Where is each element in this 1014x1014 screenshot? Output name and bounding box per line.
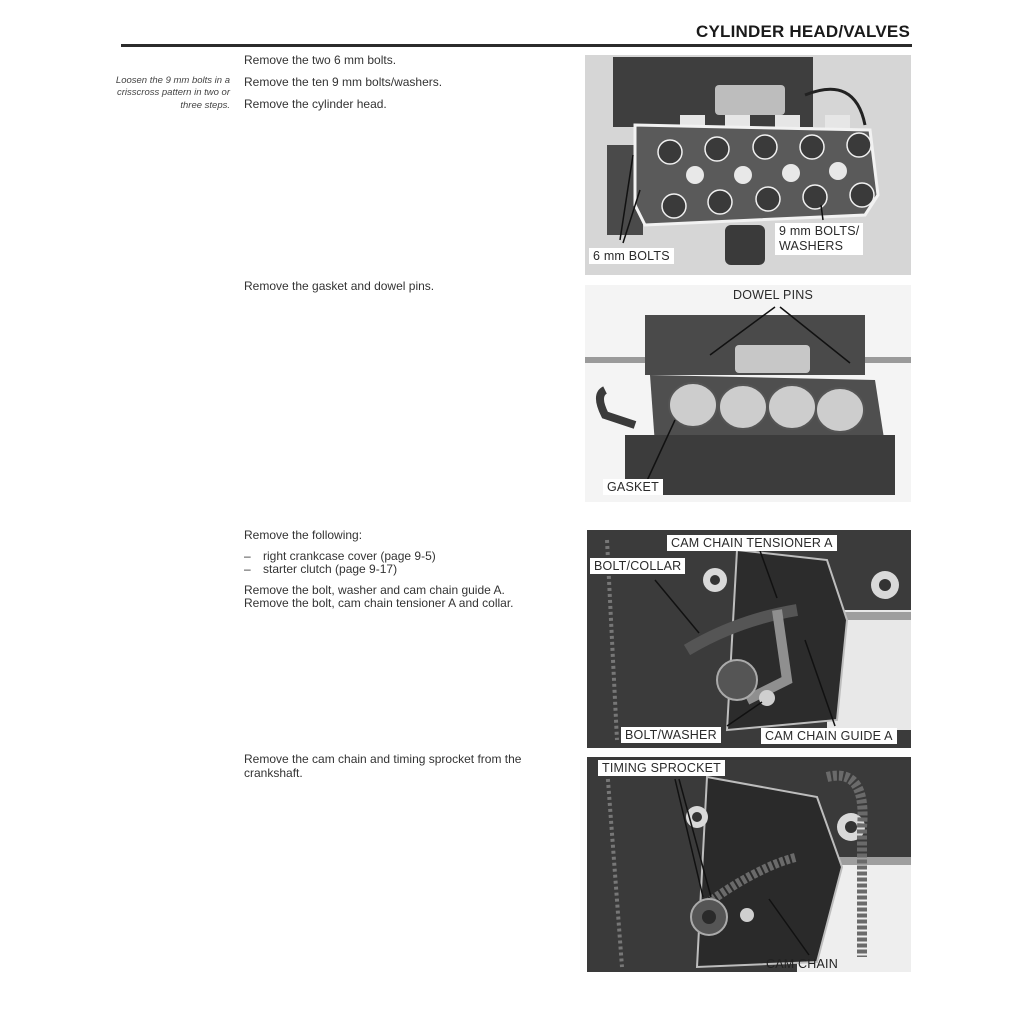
- label-timing-sprocket: TIMING SPROCKET: [598, 760, 725, 776]
- figure-cylinder-head: [585, 55, 911, 275]
- step-remove-cam-chain-l2: crankshaft.: [244, 766, 303, 780]
- step-remove-9mm-bolts: Remove the ten 9 mm bolts/washers.: [244, 75, 443, 89]
- gasket-illustration: [585, 285, 911, 502]
- label-dowel-pins: DOWEL PINS: [733, 288, 814, 302]
- figure-gasket-dowel-pins: [585, 285, 911, 502]
- step-remove-cam-chain-l1: Remove the cam chain and timing sprocket from the: [244, 752, 522, 766]
- figure-cam-chain-tensioner: [587, 530, 911, 748]
- step-remove-gasket: Remove the gasket and dowel pins.: [244, 279, 435, 293]
- step-remove-following: Remove the following:: [244, 528, 363, 542]
- section-title: CYLINDER HEAD/VALVES: [695, 22, 910, 41]
- label-cam-chain-guide-a: CAM CHAIN GUIDE A: [761, 728, 897, 744]
- removal-list: [244, 550, 436, 576]
- label-6mm-bolts: 6 mm BOLTS: [589, 248, 674, 264]
- list-item-text: right crankcase cover (page 9-5): [263, 549, 436, 563]
- label-bolt-collar: BOLT/COLLAR: [590, 558, 685, 574]
- header-rule: [121, 44, 912, 47]
- step-remove-guide: Remove the bolt, washer and cam chain guide A.: [244, 583, 505, 597]
- label-cam-chain: CAM CHAIN: [766, 957, 838, 971]
- list-dash: –: [244, 562, 251, 576]
- label-cam-chain-tensioner-a: CAM CHAIN TENSIONER A: [667, 535, 837, 551]
- label-gasket: GASKET: [603, 479, 663, 495]
- side-note: Loosen the 9 mm bolts in a crisscross pattern in two or three steps.: [115, 75, 230, 111]
- label-9mm-bolts-washers: [775, 223, 863, 255]
- step-remove-6mm-bolts: Remove the two 6 mm bolts.: [244, 53, 397, 67]
- list-item: [244, 563, 436, 576]
- step-remove-tensioner: Remove the bolt, cam chain tensioner A and collar.: [244, 596, 514, 610]
- step-remove-cylinder-head: Remove the cylinder head.: [244, 97, 387, 111]
- label-9mm-bolts-line2: WASHERS: [779, 239, 844, 253]
- list-dash: –: [244, 549, 251, 563]
- timing-sprocket-illustration: [587, 757, 911, 972]
- list-item-text: starter clutch (page 9-17): [263, 562, 398, 576]
- label-bolt-washer: BOLT/WASHER: [621, 727, 721, 743]
- figure-timing-sprocket: [587, 757, 911, 972]
- label-9mm-bolts-line1: 9 mm BOLTS/: [779, 224, 860, 238]
